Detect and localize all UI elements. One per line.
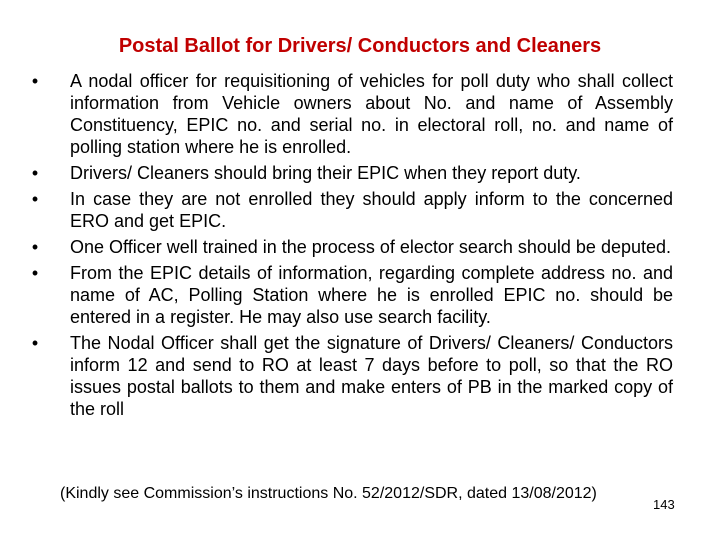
bullet-icon: •	[31, 333, 39, 353]
instructions-note: (Kindly see Commission’s instructions No. 52/2012/SDR, dated 13/08/2012)	[60, 485, 597, 502]
bullet-icon: •	[31, 189, 39, 209]
bullet-item-officer-deputed	[27, 236, 673, 258]
bullet-icon: •	[31, 71, 39, 91]
bullet-text: From the EPIC details of information, regarding complete address no. and name of AC, Polling Station where he is enrolled EPIC no. should be entered in a register. He may also use search facility.	[70, 263, 673, 327]
bullet-text: In case they are not enrolled they should apply inform to the concerned ERO and get EPIC.	[70, 189, 673, 231]
bullet-text: The Nodal Officer shall get the signature of Drivers/ Cleaners/ Conductors inform 12 and send to RO at least 7 days before to poll, so that the RO issues postal ballots to them and make enters of PB in the marked copy of the roll	[70, 333, 673, 419]
bullet-item-register-entry	[27, 262, 673, 328]
bullet-item-nodal-officer	[27, 70, 673, 158]
bullet-text: Drivers/ Cleaners should bring their EPIC when they report duty.	[70, 163, 581, 183]
slide-title: Postal Ballot for Drivers/ Conductors and Cleaners	[118, 35, 602, 57]
bullet-item-not-enrolled	[27, 188, 673, 232]
bullet-icon: •	[31, 163, 39, 183]
bullet-text: A nodal officer for requisitioning of vehicles for poll duty who shall collect information from Vehicle owners about No. and name of Assembly Constituency, EPIC no. and serial no. in electoral roll, no. and name of polling station where he is enrolled.	[70, 71, 673, 157]
bullet-item-signature-form-12	[27, 332, 673, 420]
page-number: 143	[653, 497, 675, 512]
bullet-icon: •	[31, 237, 39, 257]
bullet-text: One Officer well trained in the process of elector search should be deputed.	[70, 237, 672, 257]
bullet-icon: •	[31, 263, 39, 283]
bullet-item-bring-epic	[27, 162, 673, 184]
bullet-list	[27, 70, 673, 424]
